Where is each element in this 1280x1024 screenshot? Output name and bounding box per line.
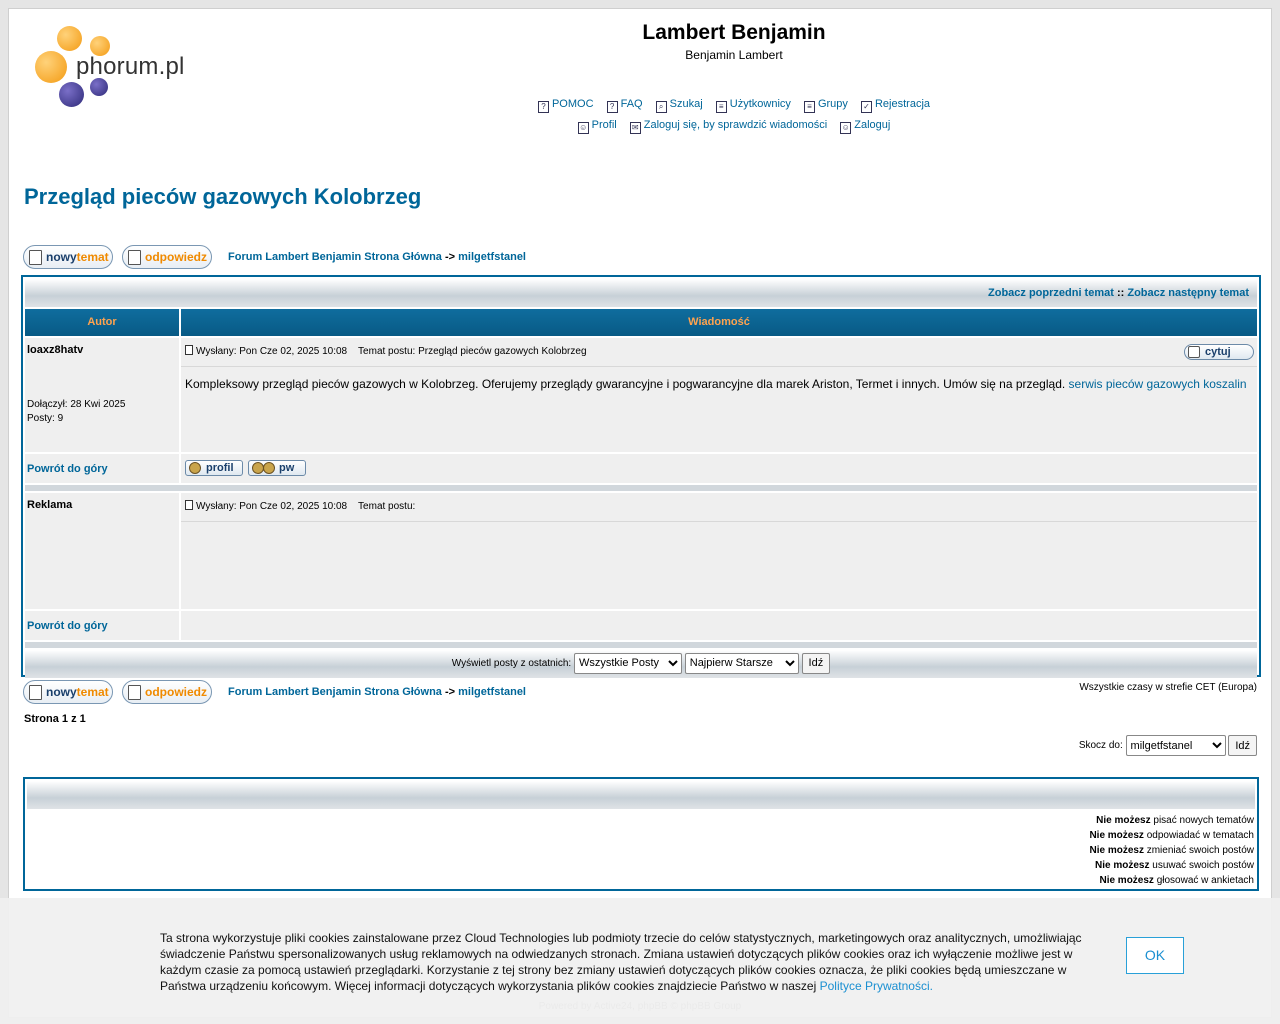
- reply-icon: [128, 685, 141, 700]
- jump-go-button[interactable]: Idź: [1228, 735, 1257, 756]
- post-author: Reklama: [27, 499, 73, 511]
- breadcrumb-subforum[interactable]: milgetfstanel: [458, 686, 526, 698]
- permissions-box: [23, 777, 1259, 891]
- jump-label: Skocz do:: [1078, 740, 1123, 752]
- prev-topic-link[interactable]: Zobacz poprzedni temat: [988, 287, 1114, 299]
- back-to-top-cell: [25, 454, 179, 483]
- register-icon: ✓: [861, 101, 872, 113]
- pm-icon-2: [263, 462, 275, 474]
- page: [8, 8, 1272, 1018]
- permissions-header: [27, 781, 1255, 809]
- permission-line: Nie możesz usuwać swoich postów: [1095, 860, 1254, 871]
- pm-button[interactable]: pw: [248, 460, 306, 476]
- breadcrumb-home[interactable]: Forum Lambert Benjamin Strona Główna: [228, 686, 442, 698]
- new-topic-icon: [29, 685, 42, 700]
- next-topic-link[interactable]: Zobacz następny temat: [1127, 287, 1249, 299]
- back-to-top-link[interactable]: Powrót do góry: [27, 620, 108, 632]
- permission-line: Nie możesz odpowiadać w tematach: [1089, 830, 1254, 841]
- nav-help[interactable]: ? POMOC: [538, 98, 594, 110]
- post-actions-cell: [181, 454, 1257, 483]
- topic-title[interactable]: Przegląd pieców gazowych Kolobrzeg: [24, 184, 422, 209]
- author-joined: Dołączył: 28 Kwi 2025: [27, 399, 126, 410]
- back-to-top-cell: [25, 611, 179, 640]
- quote-icon: [1188, 346, 1200, 358]
- cookie-text: Ta strona wykorzystuje pliki cookies zainstalowane przez Cloud Technologies lub podmioty trzecie do celów statystycznych, marketingowych oraz analitycznych, umożliwiając świadczenie Państwu spersonalizowanych usług reklamowych na odwiedzanych stronach. Zmiana ustawień dotyczących plików cookies oraz ich wyłączenie możliwe jest w każdym czasie za pomocą ustawień przeglądarki. Korzystanie z tej strony bez zmiany ustawień dotyczących plików cookies oznacza, że pliki cookies będą umieszczane w Państwa urządzeniu końcowym. Więcej informacji dotyczących wykorzystania plików cookies znajdziecie Państwo w naszej Polityce Prywatności.: [160, 931, 1082, 993]
- site-title: Lambert Benjamin: [642, 21, 826, 44]
- post-link[interactable]: serwis pieców gazowych koszalin: [1068, 377, 1247, 391]
- post-range-select[interactable]: [574, 653, 682, 674]
- post-row: [25, 338, 1257, 452]
- nav-login[interactable]: ☺ Zaloguj: [841, 119, 891, 132]
- timezone-note: Wszystkie czasy w strefie CET (Europa): [1079, 682, 1257, 693]
- post-author[interactable]: loaxz8hatv: [27, 344, 84, 356]
- help-icon: ?: [538, 101, 549, 113]
- post-text: Kompleksowy przegląd pieców gazowych w Kolobrzeg. Oferujemy przeglądy gwarancyjne i pogwarancyjne dla marek Ariston, Termet i innych. Umów się na przegląd. serwis pieców gazowych koszalin: [185, 377, 1247, 391]
- permission-line: Nie możesz pisać nowych tematów: [1096, 815, 1254, 826]
- post-separator: [25, 642, 1257, 648]
- logo-text: phorum.pl: [76, 53, 185, 80]
- nav-messages[interactable]: ✉ Zaloguj się, by sprawdzić wiadomości: [630, 119, 827, 131]
- reply-button[interactable]: odpowiedz: [122, 245, 212, 269]
- login-icon: ☺: [841, 123, 850, 132]
- breadcrumb-subforum[interactable]: milgetfstanel: [458, 251, 526, 263]
- reply-button-bottom[interactable]: odpowiedz: [122, 680, 212, 704]
- display-filter-bar: [25, 650, 1257, 678]
- groups-icon: ≡: [804, 101, 815, 113]
- new-topic-button-bottom[interactable]: nowytemat: [23, 680, 113, 704]
- privacy-policy-link[interactable]: Polityce Prywatności.: [819, 979, 933, 993]
- search-icon: ⌕: [656, 101, 667, 113]
- pagination: Strona 1 z 1: [24, 713, 86, 725]
- post-separator: [25, 485, 1257, 491]
- reply-icon: [128, 250, 141, 265]
- post-order-select[interactable]: [685, 653, 799, 674]
- post-meta: Wysłany: Pon Cze 02, 2025 10:08 Temat postu: Przegląd pieców gazowych Kolobrzeg: [181, 338, 1257, 367]
- post-row: [25, 493, 1257, 609]
- permission-line: Nie możesz zmieniać swoich postów: [1089, 845, 1254, 856]
- author-post-count: Posty: 9: [27, 413, 64, 424]
- nav-users[interactable]: ≡ Użytkownicy: [716, 98, 791, 110]
- post-body-cell: [181, 493, 1257, 609]
- nav-groups[interactable]: ≡ Grupy: [804, 98, 848, 110]
- post-body-cell: [181, 338, 1257, 452]
- jump-to-forum: [1079, 735, 1257, 756]
- topic-nav-bar: Zobacz poprzedni temat :: Zobacz następny temat: [25, 279, 1257, 307]
- profile-icon: ☺: [579, 123, 588, 132]
- table-header: [25, 309, 1257, 336]
- cookie-ok-button[interactable]: OK: [1126, 937, 1184, 974]
- profile-icon: [189, 462, 201, 474]
- post-icon: [185, 500, 193, 510]
- posts-table: [21, 275, 1261, 677]
- profile-button[interactable]: profil: [185, 460, 243, 476]
- post-meta: Wysłany: Pon Cze 02, 2025 10:08 Temat postu:: [181, 493, 1257, 522]
- users-icon: ≡: [716, 101, 727, 113]
- back-to-top-link[interactable]: Powrót do góry: [27, 463, 108, 475]
- phorum-logo[interactable]: [35, 26, 205, 118]
- nav-search[interactable]: ⌕ Szukaj: [656, 98, 703, 110]
- breadcrumb-bottom: Forum Lambert Benjamin Strona Główna -> milgetfstanel: [228, 686, 526, 698]
- message-header: Wiadomość: [181, 309, 1257, 336]
- breadcrumb-home[interactable]: Forum Lambert Benjamin Strona Główna: [228, 251, 442, 263]
- permission-line: Nie możesz głosować w ankietach: [1099, 875, 1254, 886]
- post-actions-row: [25, 611, 1257, 640]
- permissions-list: [25, 811, 1257, 888]
- faq-icon: ?: [607, 101, 618, 113]
- post-actions-row: [25, 454, 1257, 483]
- new-topic-icon: [29, 250, 42, 265]
- author-header: Autor: [25, 309, 179, 336]
- main-nav: [419, 98, 1049, 113]
- cookie-banner: [0, 898, 1280, 1024]
- nav-profile[interactable]: ☺ Profil: [579, 119, 617, 132]
- messages-icon: ✉: [630, 122, 641, 134]
- post-icon: [185, 345, 193, 355]
- user-nav: [419, 119, 1049, 134]
- post-author-cell: [25, 338, 179, 452]
- site-subtitle: Benjamin Lambert: [685, 48, 783, 62]
- nav-register[interactable]: ✓ Rejestracja: [861, 98, 930, 110]
- nav-faq[interactable]: ? FAQ: [607, 98, 643, 110]
- post-author-cell: [25, 493, 179, 609]
- filter-go-button[interactable]: Idź: [802, 653, 831, 674]
- new-topic-button[interactable]: nowytemat: [23, 245, 113, 269]
- breadcrumb: Forum Lambert Benjamin Strona Główna -> milgetfstanel: [228, 251, 526, 263]
- display-filter-label: Wyświetl posty z ostatnich:: [451, 658, 572, 669]
- jump-select[interactable]: [1126, 735, 1226, 756]
- quote-button[interactable]: cytuj: [1184, 344, 1254, 360]
